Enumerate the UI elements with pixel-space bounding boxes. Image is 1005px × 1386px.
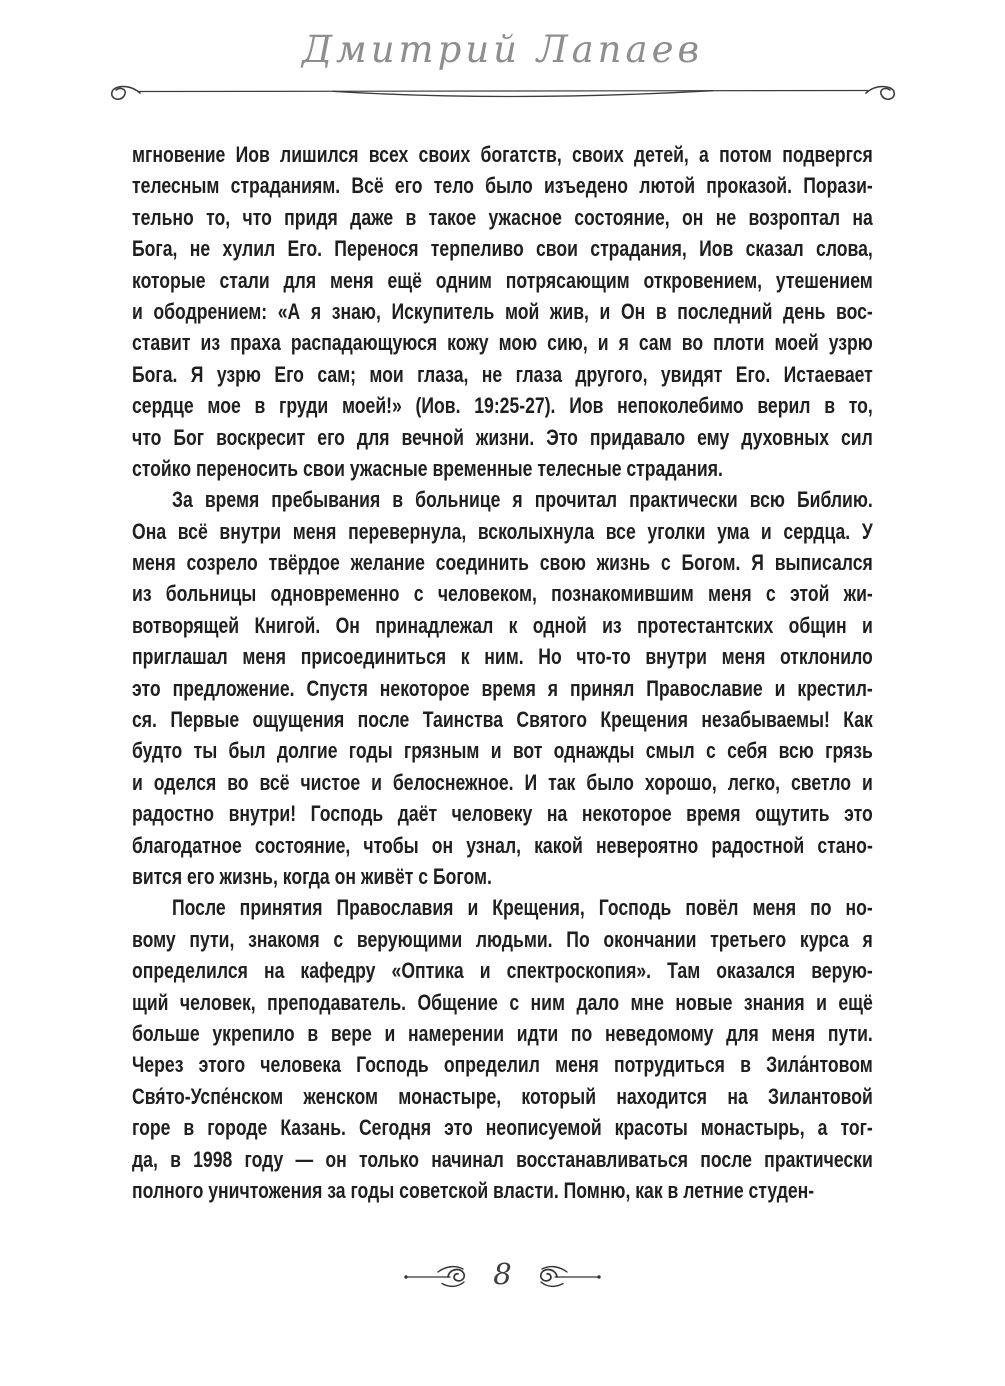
paragraph — [132, 139, 873, 484]
text-line: определился на кафедру «Оптика и спектроскопия». Там оказался верую- — [132, 958, 873, 984]
text-line: благодатное состояние, чтобы он узнал, какой невероятно радостной стано- — [132, 832, 873, 858]
text-line: больше укрепило в вере и намерении идти по неведомому для меня пути. — [132, 1020, 873, 1046]
text-line: Свя́то-Успе́нском женском монастыре, который находится на Зилантовой — [132, 1083, 873, 1109]
text-line: ся. Первые ощущения после Таинства Святого Крещения незабываемы! Как — [132, 707, 873, 733]
text-line: меня созрело твёрдое желание соединить свою жизнь с Богом. Я выписался — [132, 550, 873, 576]
body-text-columns — [132, 139, 873, 1206]
text-line: что Бог воскресит его для вечной жизни. Это придавало ему духовных сил — [132, 424, 873, 450]
page-number: 8 — [493, 1256, 512, 1291]
text-line: горе в городе Казань. Сегодня это неописуемой красоты монастырь, а тог- — [132, 1115, 873, 1141]
paragraph — [132, 484, 873, 892]
text-line: да, в 1998 году — он только начинал восстанавливаться после практически — [132, 1146, 873, 1172]
text-line: и оделся во всё чистое и белоснежное. И так было хорошо, легко, светло и — [132, 769, 873, 795]
text-line: это предложение. Спустя некоторое время я принял Православие и крестил- — [132, 675, 873, 701]
text-line: вится его жизнь, когда он живёт с Богом. — [132, 863, 492, 889]
text-line: из больницы одновременно с человеком, познакомившим меня с этой жи- — [132, 581, 873, 607]
text-line: будто ты был долгие годы грязным и вот однажды смыл с себя всю грязь — [132, 738, 873, 764]
text-line: ставит из праха распадающуюся кожу мою сию, и я сам во плоти моей узрю — [132, 330, 873, 356]
page-footer — [0, 1258, 1005, 1294]
text-line: тельно то, что придя даже в такое ужасное состояние, он не возроптал на — [132, 204, 873, 230]
header-divider-flourish-icon — [108, 82, 898, 108]
text-line: вотворящей Книгой. Он принадлежал к одной из протестантских общин и — [132, 612, 873, 638]
text-line: приглашал меня присоединиться к ним. Но что-то внутри меня отклонило — [132, 644, 873, 670]
paragraph — [132, 892, 873, 1206]
text-line: За время пребывания в больнице я прочитал практически всю Библию. — [172, 487, 873, 513]
text-line: После принятия Православия и Крещения, Господь повёл меня по но- — [172, 895, 873, 921]
text-line: телесным страданиям. Всё его тело было изъедено лютой проказой. Порази- — [132, 173, 873, 199]
text-line: полного уничтожения за годы советской власти. Помню, как в летние студен- — [132, 1177, 815, 1203]
body-text — [132, 139, 873, 1219]
text-line: сердце мое в груди моей!» (Иов. 19:25-27). Иов непоколебимо верил в то, — [132, 393, 873, 419]
text-line: Через этого человека Господь определил меня потрудиться в Зила́нтовом — [132, 1052, 873, 1078]
text-line: вому пути, знакомя с верующими людьми. По окончании третьего курса я — [132, 926, 873, 952]
text-line: и ободрением: «А я знаю, Искупитель мой жив, и Он в последний день вос- — [132, 298, 873, 324]
text-line: которые стали для меня ещё одним потрясающим откровением, утешением — [132, 267, 873, 293]
text-line: Бога, не хулил Его. Перенося терпеливо свои страдания, Иов сказал слова, — [132, 236, 873, 262]
footer-flourish-right-icon — [528, 1258, 602, 1294]
running-header-author: Дмитрий Лапаев — [301, 28, 704, 71]
footer-flourish-left-icon — [403, 1258, 477, 1294]
text-line: Бога. Я узрю Его сам; мои глаза, не глаза другого, увидят Его. Истаевает — [132, 361, 873, 387]
text-line: мгновение Иов лишился всех своих богатств, своих детей, а потом подвергся — [132, 142, 873, 167]
text-line: радостно внутри! Господь даёт человеку на некоторое время ощутить это — [132, 801, 873, 827]
text-line: Она всё внутри меня перевернула, всколыхнула все уголки ума и сердца. У — [132, 518, 873, 544]
text-line: стойко переносить свои ужасные временные телесные страдания. — [132, 455, 723, 481]
text-line: щий человек, преподаватель. Общение с ним дало мне новые знания и ещё — [132, 989, 873, 1015]
